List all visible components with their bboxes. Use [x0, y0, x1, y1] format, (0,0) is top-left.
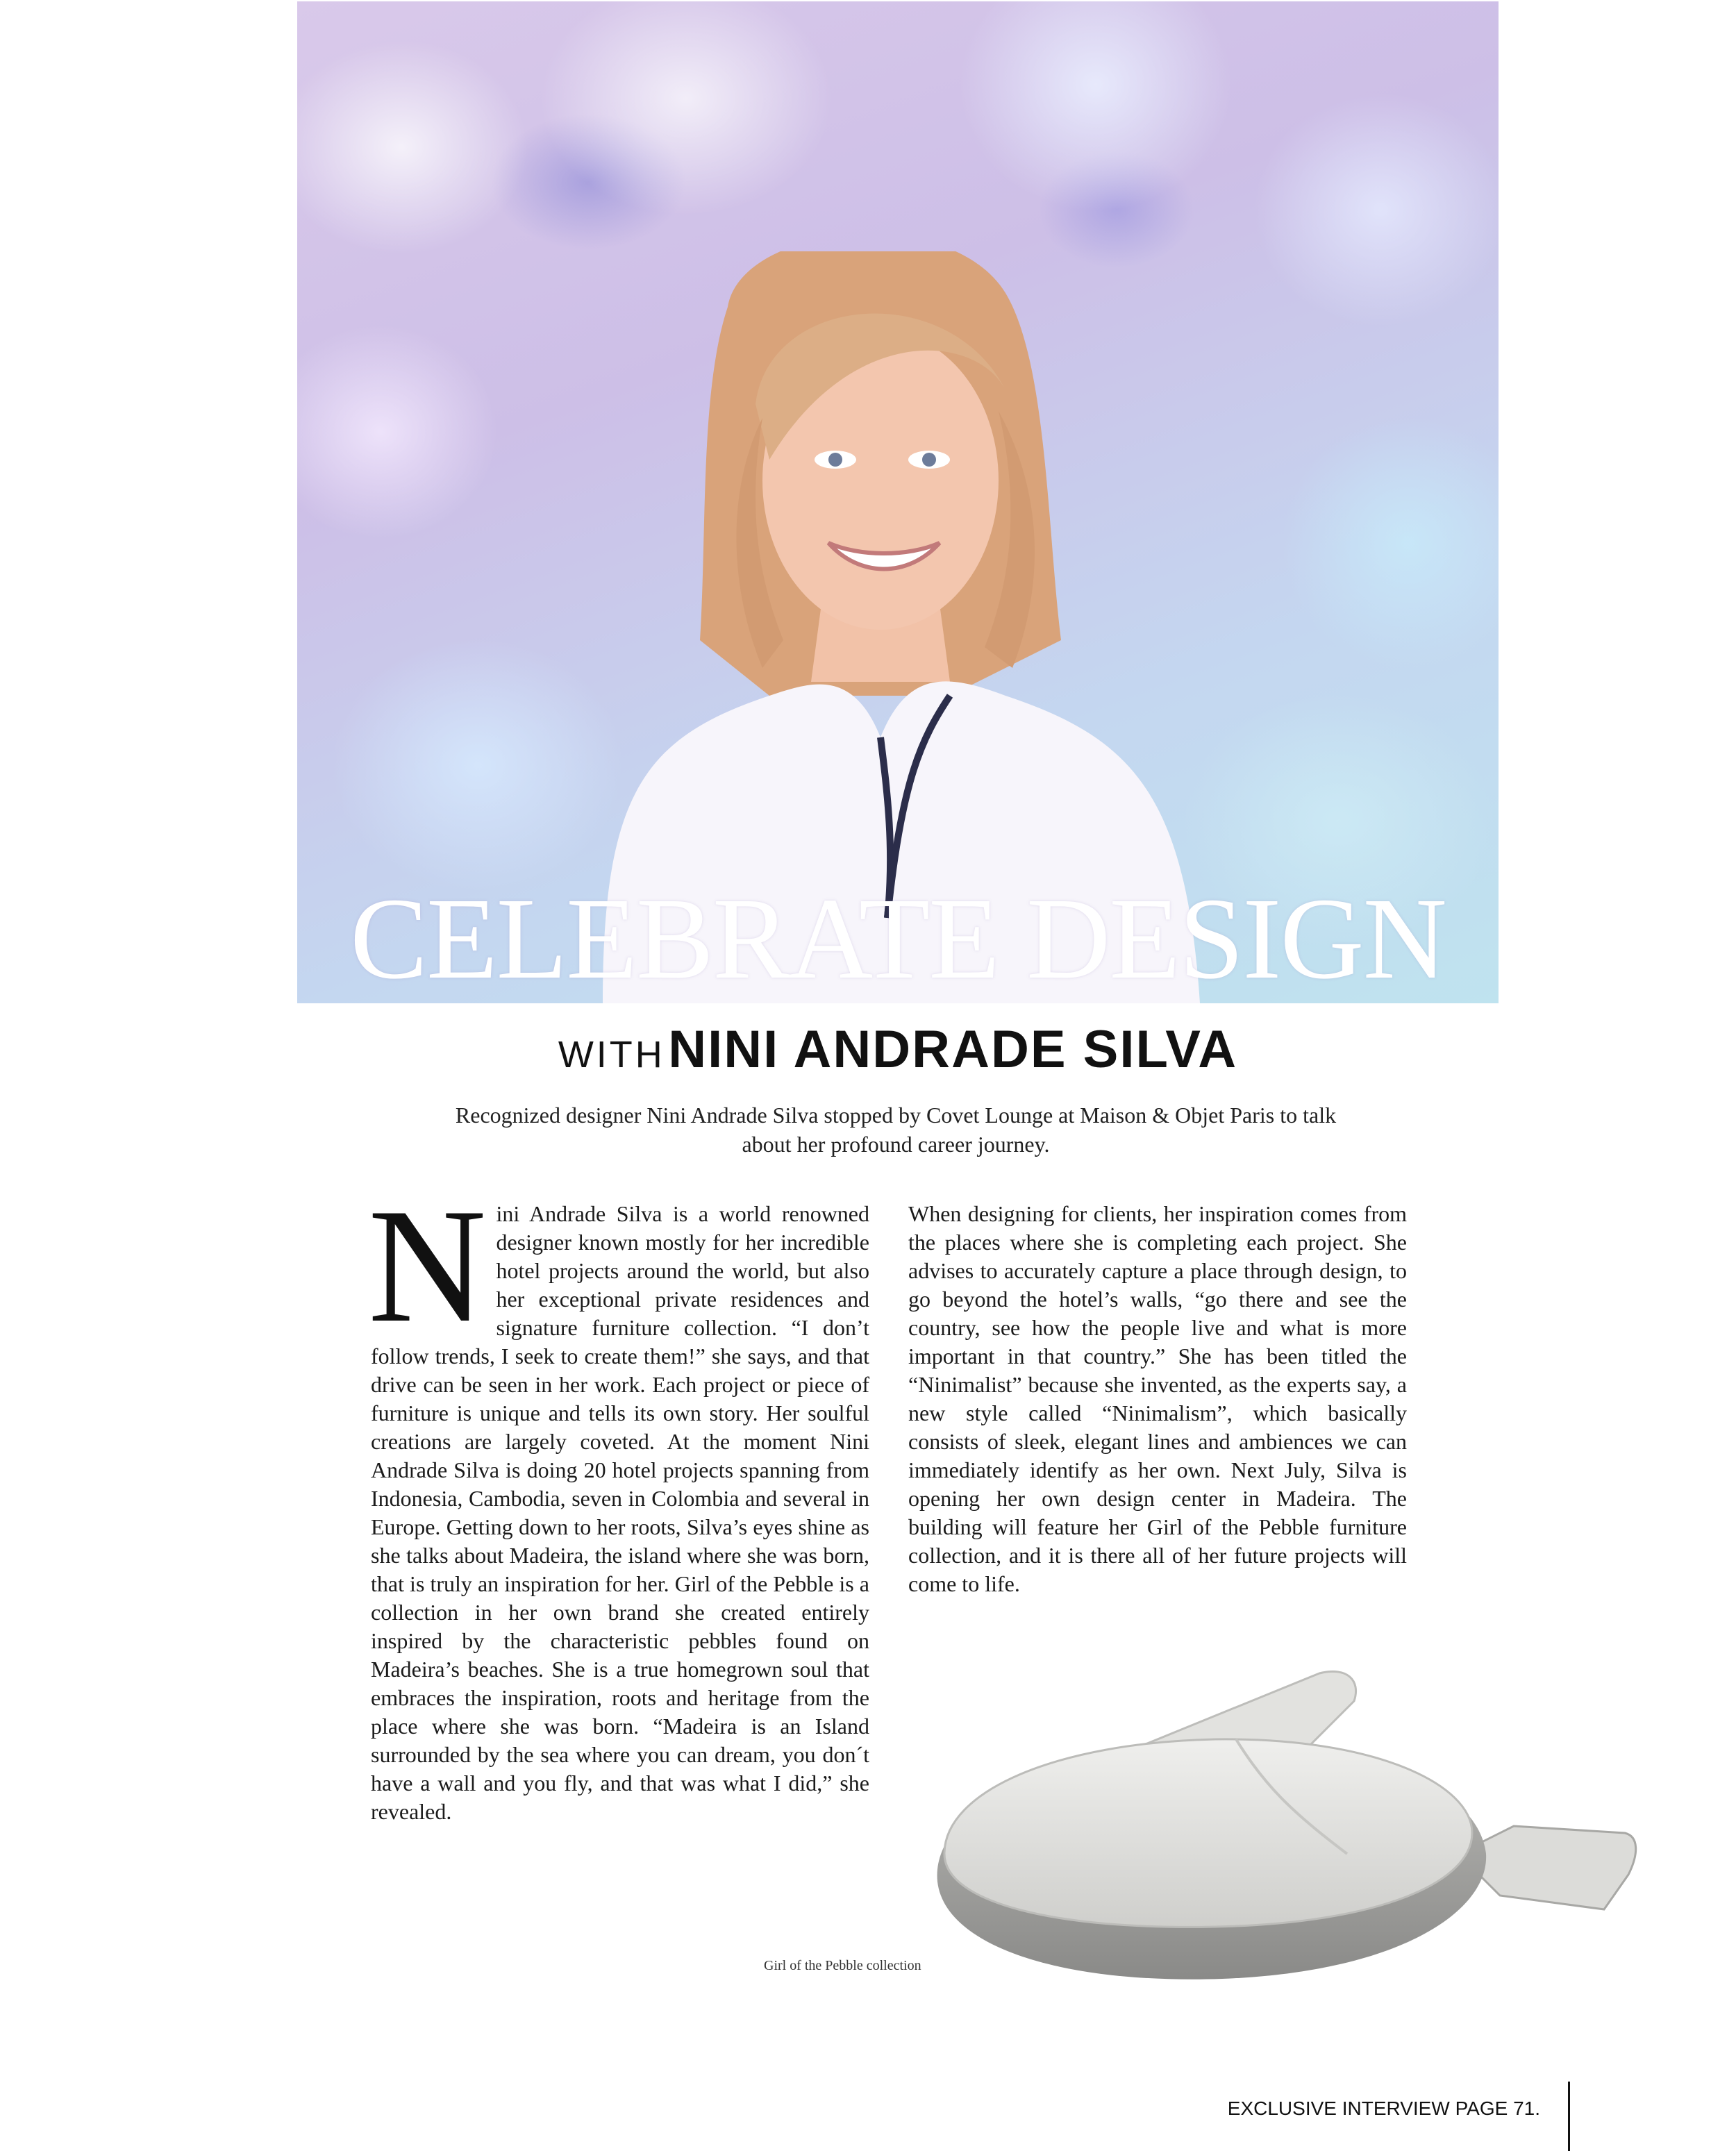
standfirst-line-2: about her profound career journey. [742, 1132, 1050, 1157]
pebble-furniture-image [903, 1646, 1639, 2007]
page-footer: EXCLUSIVE INTERVIEW PAGE 71. [1227, 2098, 1540, 2119]
hero-photo [297, 1, 1499, 1003]
heading-prefix: WITH [558, 1034, 665, 1076]
image-caption: Girl of the Pebble collection [764, 1958, 921, 1973]
article-text-right: When designing for clients, her inspiration comes from the places where she is completing each project. She advises to accurately capture a place through design, to go beyond the hotel’s walls, “go there and see the country, see how the people live and what is more important in that country.” She has been titled the “Ninimalist” because she invented, as the experts say, a new style called “Ninimalism”, which basically consists of sleek, elegant lines and ambiences we can immediately identify as her own. Next July, Silva is opening her own design center in Madeira. The building will feature her Girl of the Pebble furniture collection, and it is there all of her future projects will come to life. [908, 1201, 1407, 1596]
standfirst [389, 1100, 1403, 1159]
heading-name: NINI ANDRADE SILVA [668, 1020, 1238, 1079]
article-heading [297, 1019, 1499, 1080]
standfirst-line-1: Recognized designer Nini Andrade Silva stopped by Covet Lounge at Maison & Objet Paris to talk [455, 1103, 1337, 1128]
drop-cap: N [368, 1175, 487, 1357]
article-column-left [368, 1175, 869, 1826]
article-text-left: ini Andrade Silva is a world renowned designer known mostly for her incredible hotel projects around the world, but also her exceptional private residences and signature furniture collection. “I don’t follow trends, I seek to create them!” she says, and that drive can be seen in her work. Each project or piece of furniture is unique and tells its own story. Her soulful creations are largely coveted. At the moment Nini Andrade Silva is doing 20 hotel projects spanning from Indonesia, Cambodia, seven in Colombia and several in Europe. Getting down to her roots, Silva’s eyes shine as she talks about Madeira, the island where she was born, that is truly an inspiration for her. Girl of the Pebble is a collection in her own brand she created entirely inspired by the characteristic pebbles found on Madeira’s beaches. She is a true homegrown soul that embraces the inspiration, roots and heritage from the place where she was born. “Madeira is an Island surrounded by the sea where you can dream, you don´t have a wall and you fly, and that was what I did,” she revealed. [371, 1201, 869, 1824]
hero-title: CELEBRATE DESIGN [350, 874, 1446, 1003]
footer-rule [1568, 2082, 1570, 2151]
article-column-right [908, 1200, 1407, 1598]
